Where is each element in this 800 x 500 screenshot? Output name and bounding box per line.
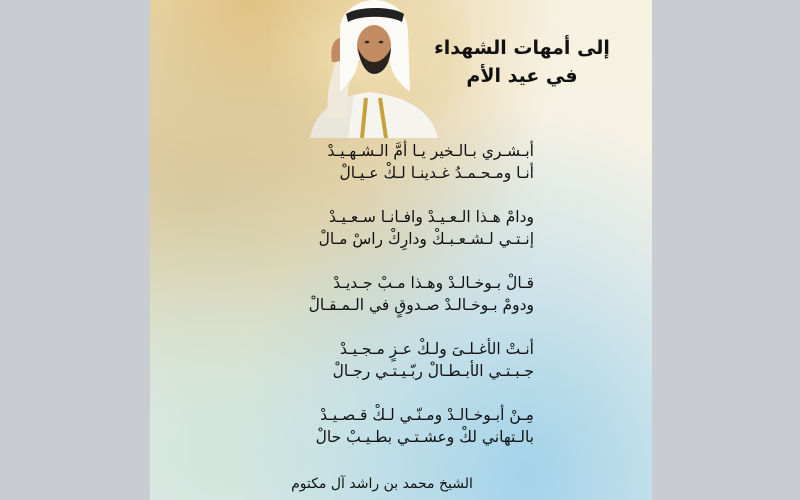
stanza [234, 338, 534, 382]
title-line-1: إلى أمهات الشهداء [434, 37, 610, 59]
verse-line: جـبـتـي الأبـطـالْ ربّـيـتـي رجـالْ [332, 362, 534, 380]
verse-line: ودامْ هـذا الـعـيـدْ وافـانـا سـعـيـدْ [328, 208, 534, 226]
poet-signature: الشيخ محمد بن راشد آل مكتوم [291, 476, 473, 492]
verse-line: إنـتـي لـشـعـبـكْ ودارِكْ راسْ مـالْ [318, 230, 534, 248]
poem-card [150, 0, 652, 500]
stanza [234, 272, 534, 316]
poem-title [422, 34, 622, 90]
verse-line: بالـتهاني لكْ وعشـتـي بطـيـبْ حالْ [315, 428, 534, 446]
title-line-2: في عيد الأم [466, 65, 578, 87]
verse-line: ودومْ بـوخـالـدْ صـدوقٍ في الـمـقـالْ [308, 296, 534, 314]
stanza [234, 404, 534, 448]
stanza [234, 140, 534, 184]
verse-line: أبـشـري بـالـخير يـا أمَّ الـشـهـيـدْ [327, 142, 534, 160]
verse-line: أنـتْ الأغـلـىَ ولـكْ عـزٍ مـجـيـدْ [340, 340, 534, 358]
stanza [234, 206, 534, 250]
verse-line: أنـا ومـحـمـدُ غـدينـا لـكْ عـيـالْ [339, 164, 534, 182]
poem-body [234, 140, 534, 470]
verse-line: مِـنْ أبـوخـالـدْ ومـنّـي لـكْ قـصـيـدْ [320, 406, 534, 424]
verse-line: قـالْ بـوخـالـدْ وهـذا مـبْ جـديـدْ [333, 274, 534, 292]
